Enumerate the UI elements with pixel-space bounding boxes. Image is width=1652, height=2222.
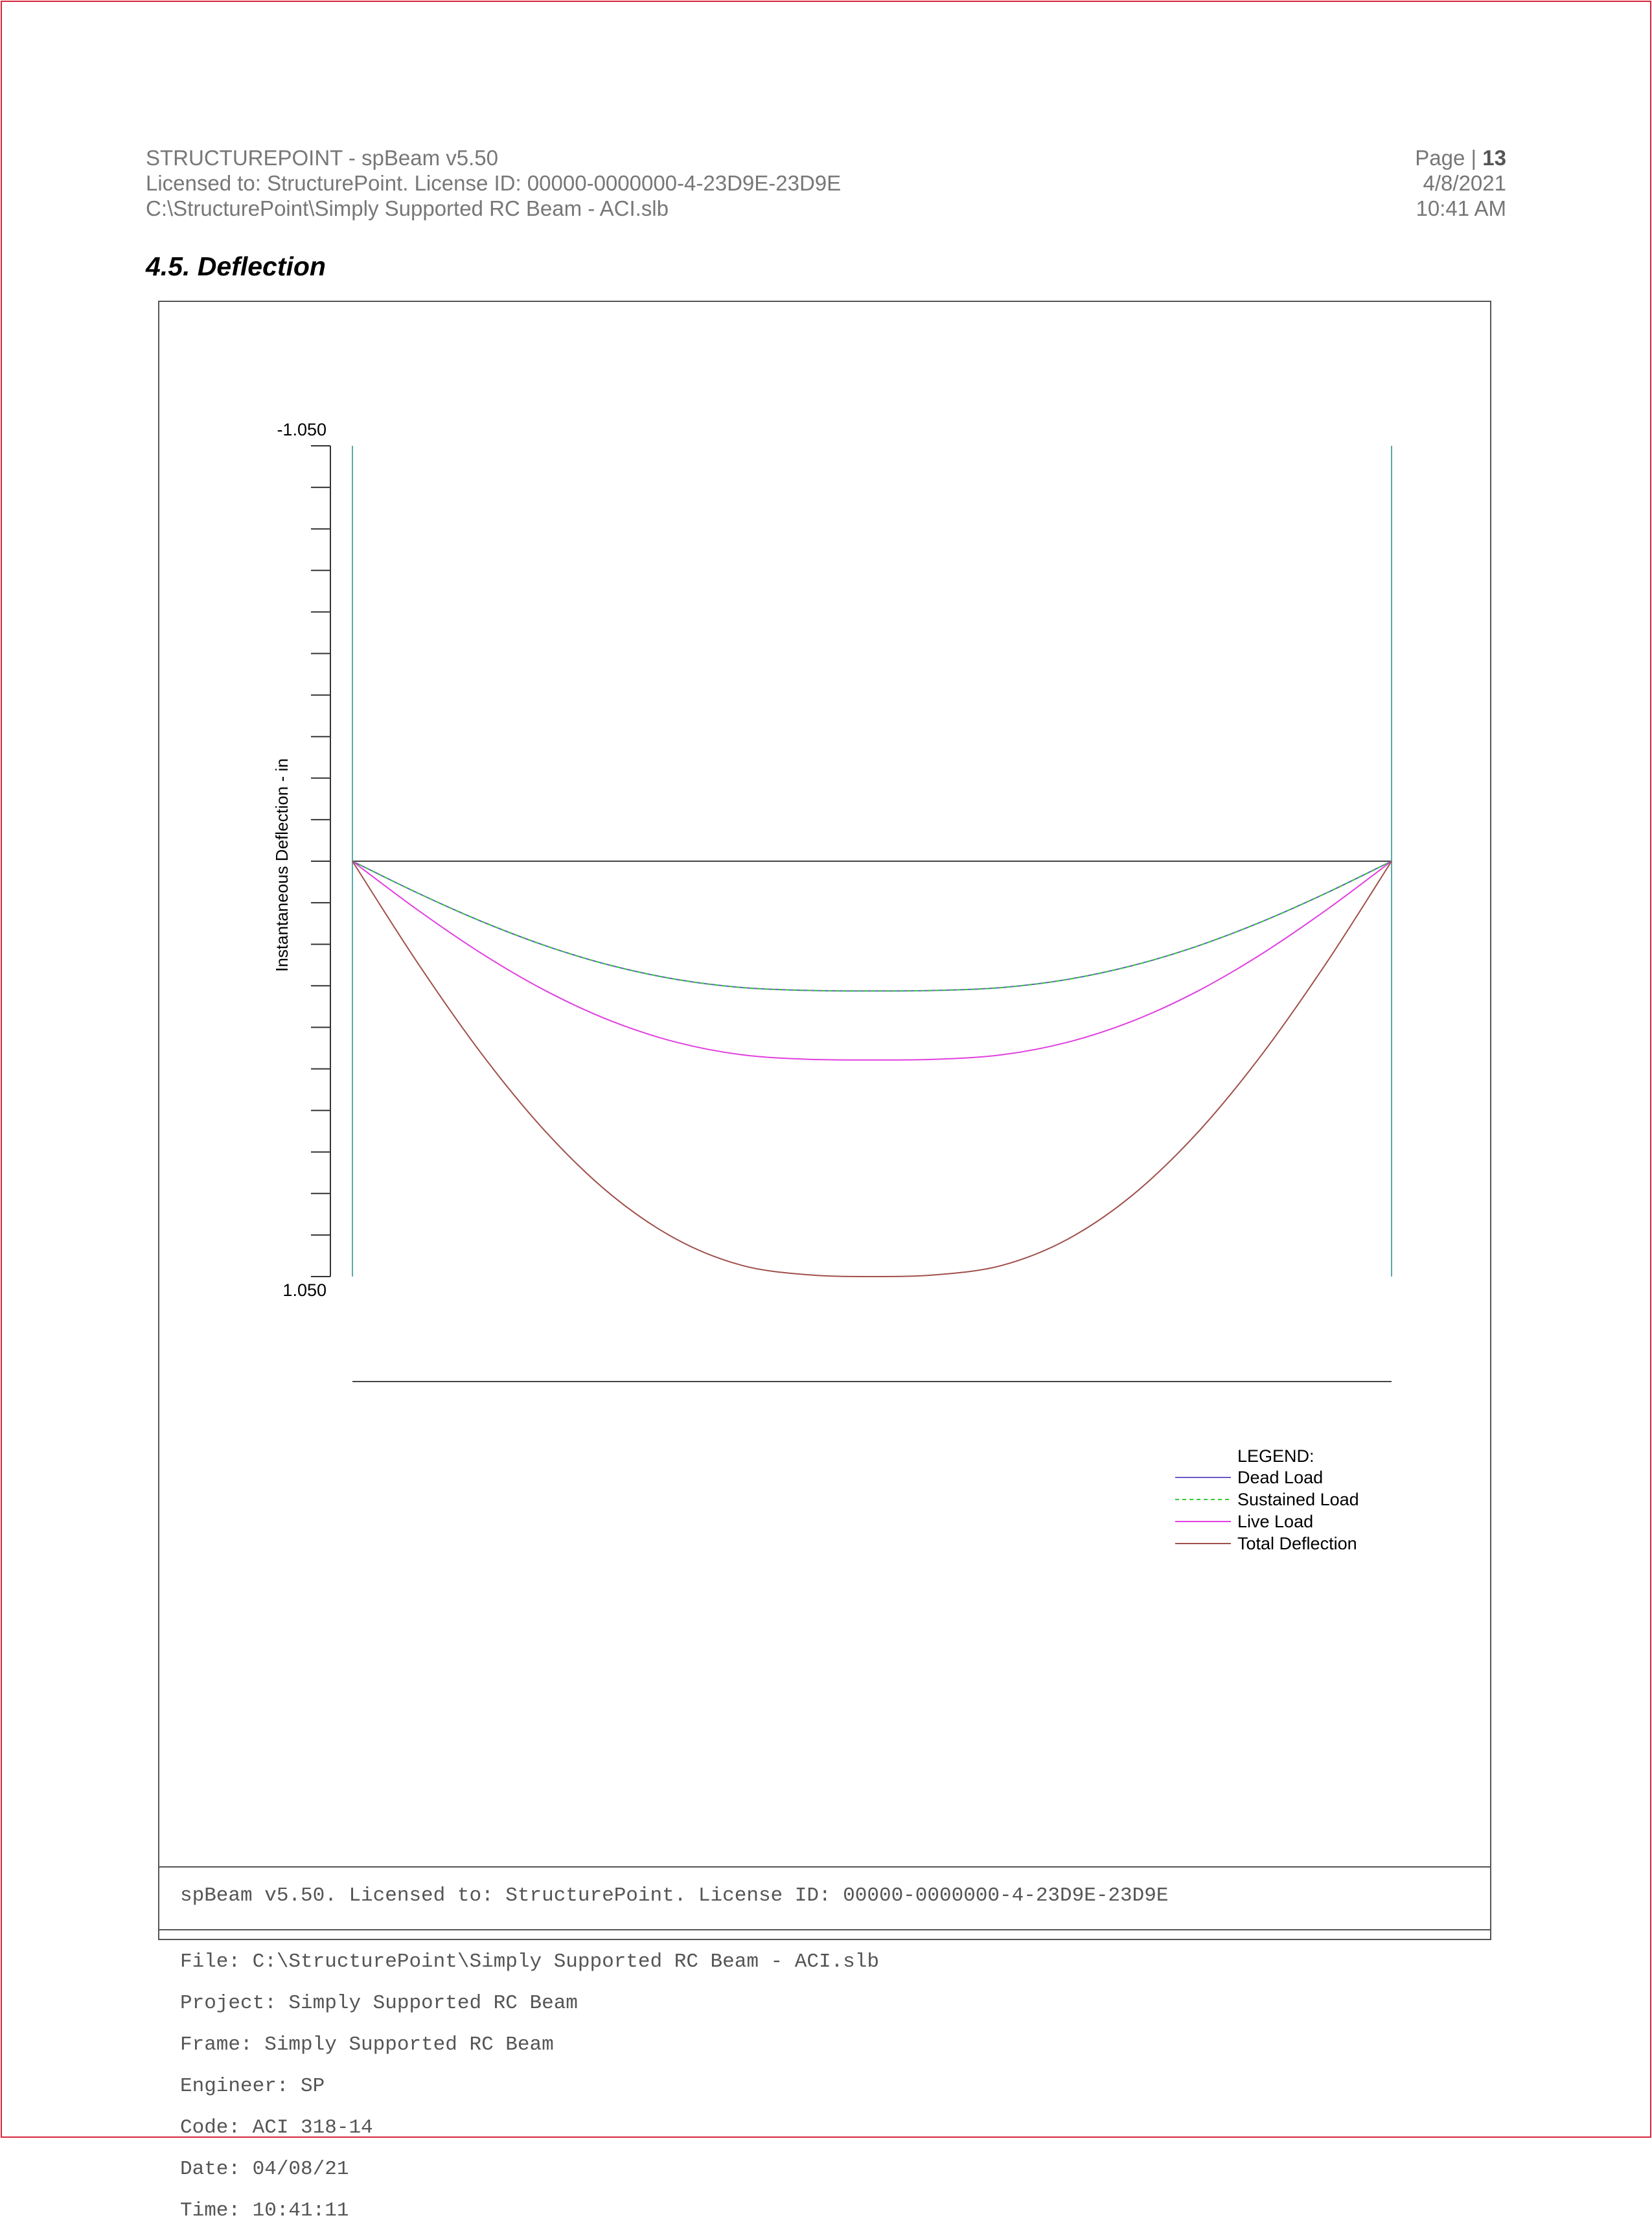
chart-footer-divider	[159, 1866, 1490, 1868]
footer-license-line: spBeam v5.50. Licensed to: StructurePoint. License ID: 00000-0000000-4-23D9E-23D9E	[180, 1884, 1169, 1907]
y-tick-label-top: -1.050	[277, 420, 327, 439]
legend	[1175, 1446, 1359, 1553]
legend-entry: Total Deflection	[1237, 1534, 1357, 1553]
footer-info-line: Engineer: SP	[180, 2075, 325, 2098]
footer-info-line: Project: Simply Supported RC Beam	[180, 1992, 578, 2015]
header-page-number: 13	[1482, 146, 1506, 170]
legend-entry: Live Load	[1237, 1512, 1314, 1531]
series-line-dead-load	[352, 861, 1392, 991]
footer-info-line: Frame: Simply Supported RC Beam	[180, 2033, 554, 2056]
footer-info-line: Code: ACI 318-14	[180, 2116, 373, 2139]
legend-entry: Sustained Load	[1237, 1490, 1359, 1509]
legend-title: LEGEND:	[1237, 1446, 1314, 1466]
footer-info-line: Date: 04/08/21	[180, 2158, 349, 2181]
y-axis-title: Instantaneous Deflection - in	[272, 758, 292, 972]
header-time: 10:41 AM	[1416, 196, 1506, 220]
series-line-sustained-load	[352, 861, 1392, 991]
page-header-left	[146, 145, 841, 221]
header-page	[1415, 145, 1506, 170]
footer-info-line: Time: 10:41:11	[180, 2199, 349, 2222]
legend-entry: Dead Load	[1237, 1468, 1324, 1487]
deflection-chart	[159, 302, 1490, 1868]
section-title: 4.5. Deflection	[146, 251, 326, 281]
header-file-path: C:\StructurePoint\Simply Supported RC Beam - ACI.slb	[146, 196, 669, 220]
series-line-live-load	[352, 861, 1392, 1060]
series-layer	[352, 446, 1392, 1382]
header-date: 4/8/2021	[1423, 171, 1506, 195]
footer-info-line: File: C:\StructurePoint\Simply Supported RC Beam - ACI.slb	[180, 1950, 879, 1973]
header-license: Licensed to: StructurePoint. License ID: 00000-0000000-4-23D9E-23D9E	[146, 171, 842, 195]
footer-info-divider	[159, 1929, 1490, 1930]
header-page-label: Page |	[1415, 146, 1483, 170]
y-axis	[272, 420, 330, 1300]
page-header-right	[1415, 145, 1506, 221]
series-line-total-deflection	[352, 861, 1392, 1277]
chart-frame	[158, 301, 1491, 2222]
header-app-name: STRUCTUREPOINT - spBeam v5.50	[146, 146, 499, 170]
y-tick-label-bottom: 1.050	[282, 1280, 327, 1300]
